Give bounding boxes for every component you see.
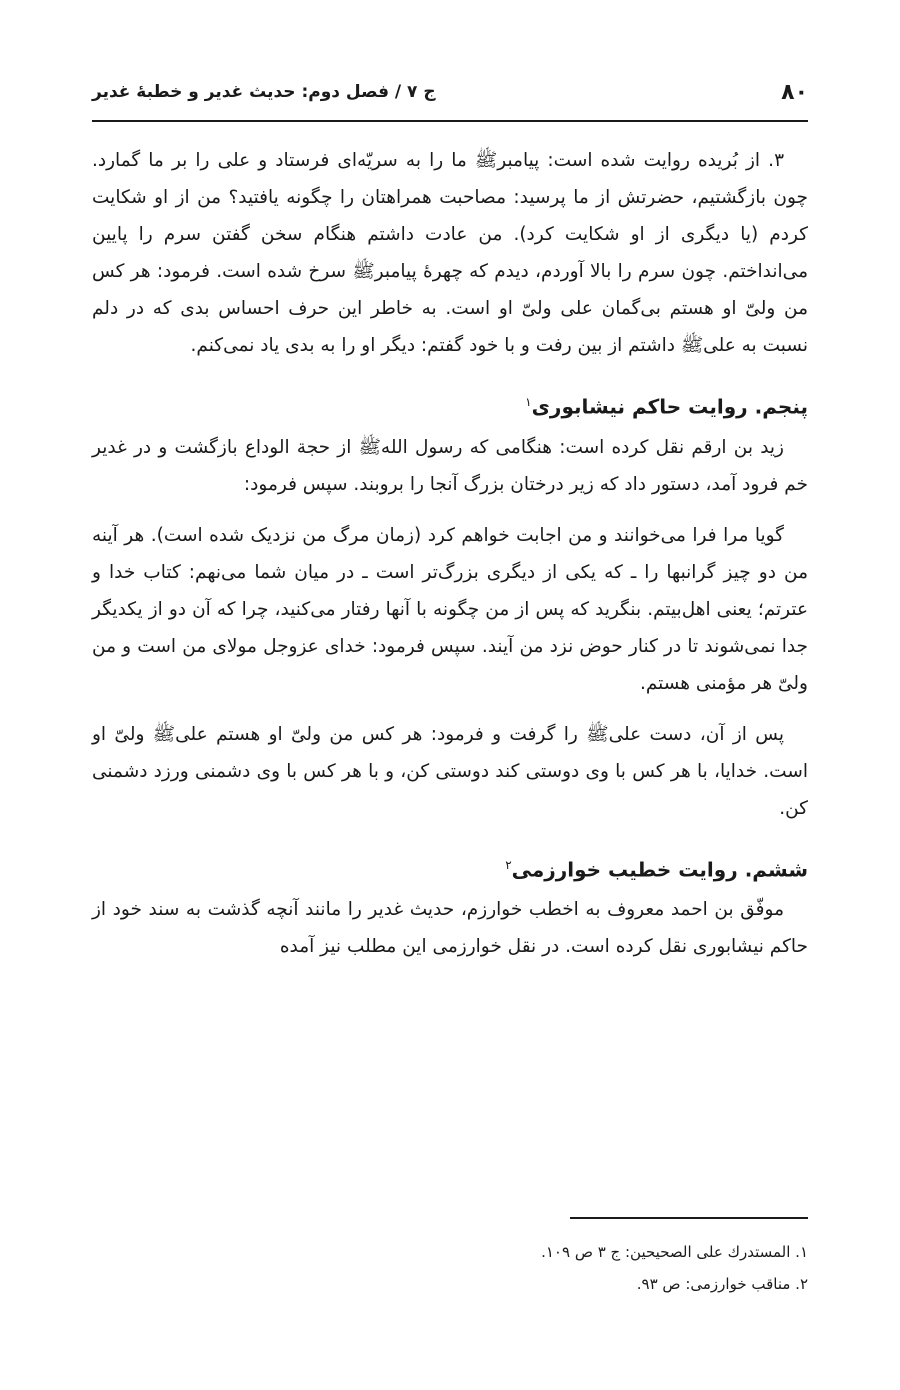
footnote-ref-1: ۱ [525, 395, 532, 409]
paragraph-ali-hand: پس از آن، دست علی‌ﷺ را گرفت و فرمود: هر کس من ولیّ او هستم علی‌ﷺ ولیّ او است. خدایا، با هر کس با وی دوستی کند دوستی کن، و با هر کس با وی دشمنی ورزد دشمنی کن. [92, 723, 808, 819]
section-heading-khwarazmi [92, 845, 808, 890]
footnote-ref-2: ۲ [505, 857, 512, 872]
section-heading-hakim [92, 382, 808, 427]
page-header [92, 74, 808, 110]
page-number: ۸۰ [781, 79, 808, 105]
paragraph-zayd: زید بن ارقم نقل کرده است: هنگامی که رسول اللهﷺ از حجة الوداع بازگشت و در غدیر خم فرود آمد، دستور داد که زیر درختان بزرگ آنجا را بروبند. سپس فرمود: [92, 436, 808, 495]
running-title: ج ۷ / فصل دوم: حدیث غدیر و خطبهٔ غدیر [92, 82, 436, 102]
main-text [92, 142, 808, 965]
paragraph-buraydah: ۳. از بُریده روایت شده است: پیامبرﷺ ما را به سریّه‌ای فرستاد و علی را بر ما گمارد. چون بازگشتیم، حضرتش از ما پرسید: مصاحبت همراهتان را چگونه یافتید؟ من از او شکایت کردم (یا دیگری از او شکایت کرد). من عادت داشتم هنگام سخن گفتن سرم را پایین می‌انداختم. چون سرم را بالا آوردم، دیدم که چهرهٔ پیامبرﷺ سرخ شده است. فرمود: هر کس من ولیّ او هستم بی‌گمان علی ولیّ او است. به خاطر این حرف احساس بدی که در دلم نسبت به علی‌ﷺ داشتم از بین رفت و با خود گفتم: دیگر او را به بدی یاد نمی‌کنم. [92, 150, 808, 356]
footnote-2: ۲. مناقب خوارزمی: ص ۹۳. [636, 1275, 808, 1293]
paragraph-muwaffaq: موفّق بن احمد معروف به اخطب خوارزم، حدیث غدیر را مانند آنچه گذشت به سند خود از حاکم نیشابوری نقل کرده است. در نقل خوارزمی این مطلب نیز آمده [92, 899, 808, 958]
section-heading-khwarazmi-text: ششم. روایت خطیب خوارزمی [511, 857, 808, 882]
footnote-divider [570, 1217, 808, 1219]
footnote-1: ۱. المستدرك علی الصحیحین: ج ۳ ص ۱۰۹. [541, 1243, 808, 1261]
paragraph-quote: گویا مرا فرا می‌خوانند و من اجابت خواهم کرد (زمان مرگ من نزدیک شده است). هر آینه من دو چیز گرانبها را ـ که یکی از دیگری بزرگ‌تر است ـ در میان شما می‌نهم: کتاب خدا و عترتم؛ یعنی اهل‌بیتم. بنگرید که پس از من چگونه با آنها رفتار می‌کنید، چرا که آن دو از یکدیگر جدا نمی‌شوند تا در کنار حوض نزد من آیند. سپس فرمود: خدای عزوجل مولای من است و من ولیّ هر مؤمنی هستم. [92, 524, 808, 694]
header-divider [92, 120, 808, 122]
section-heading-hakim-text: پنجم. روایت حاکم نیشابوری [531, 394, 808, 419]
footnotes [92, 1236, 808, 1300]
